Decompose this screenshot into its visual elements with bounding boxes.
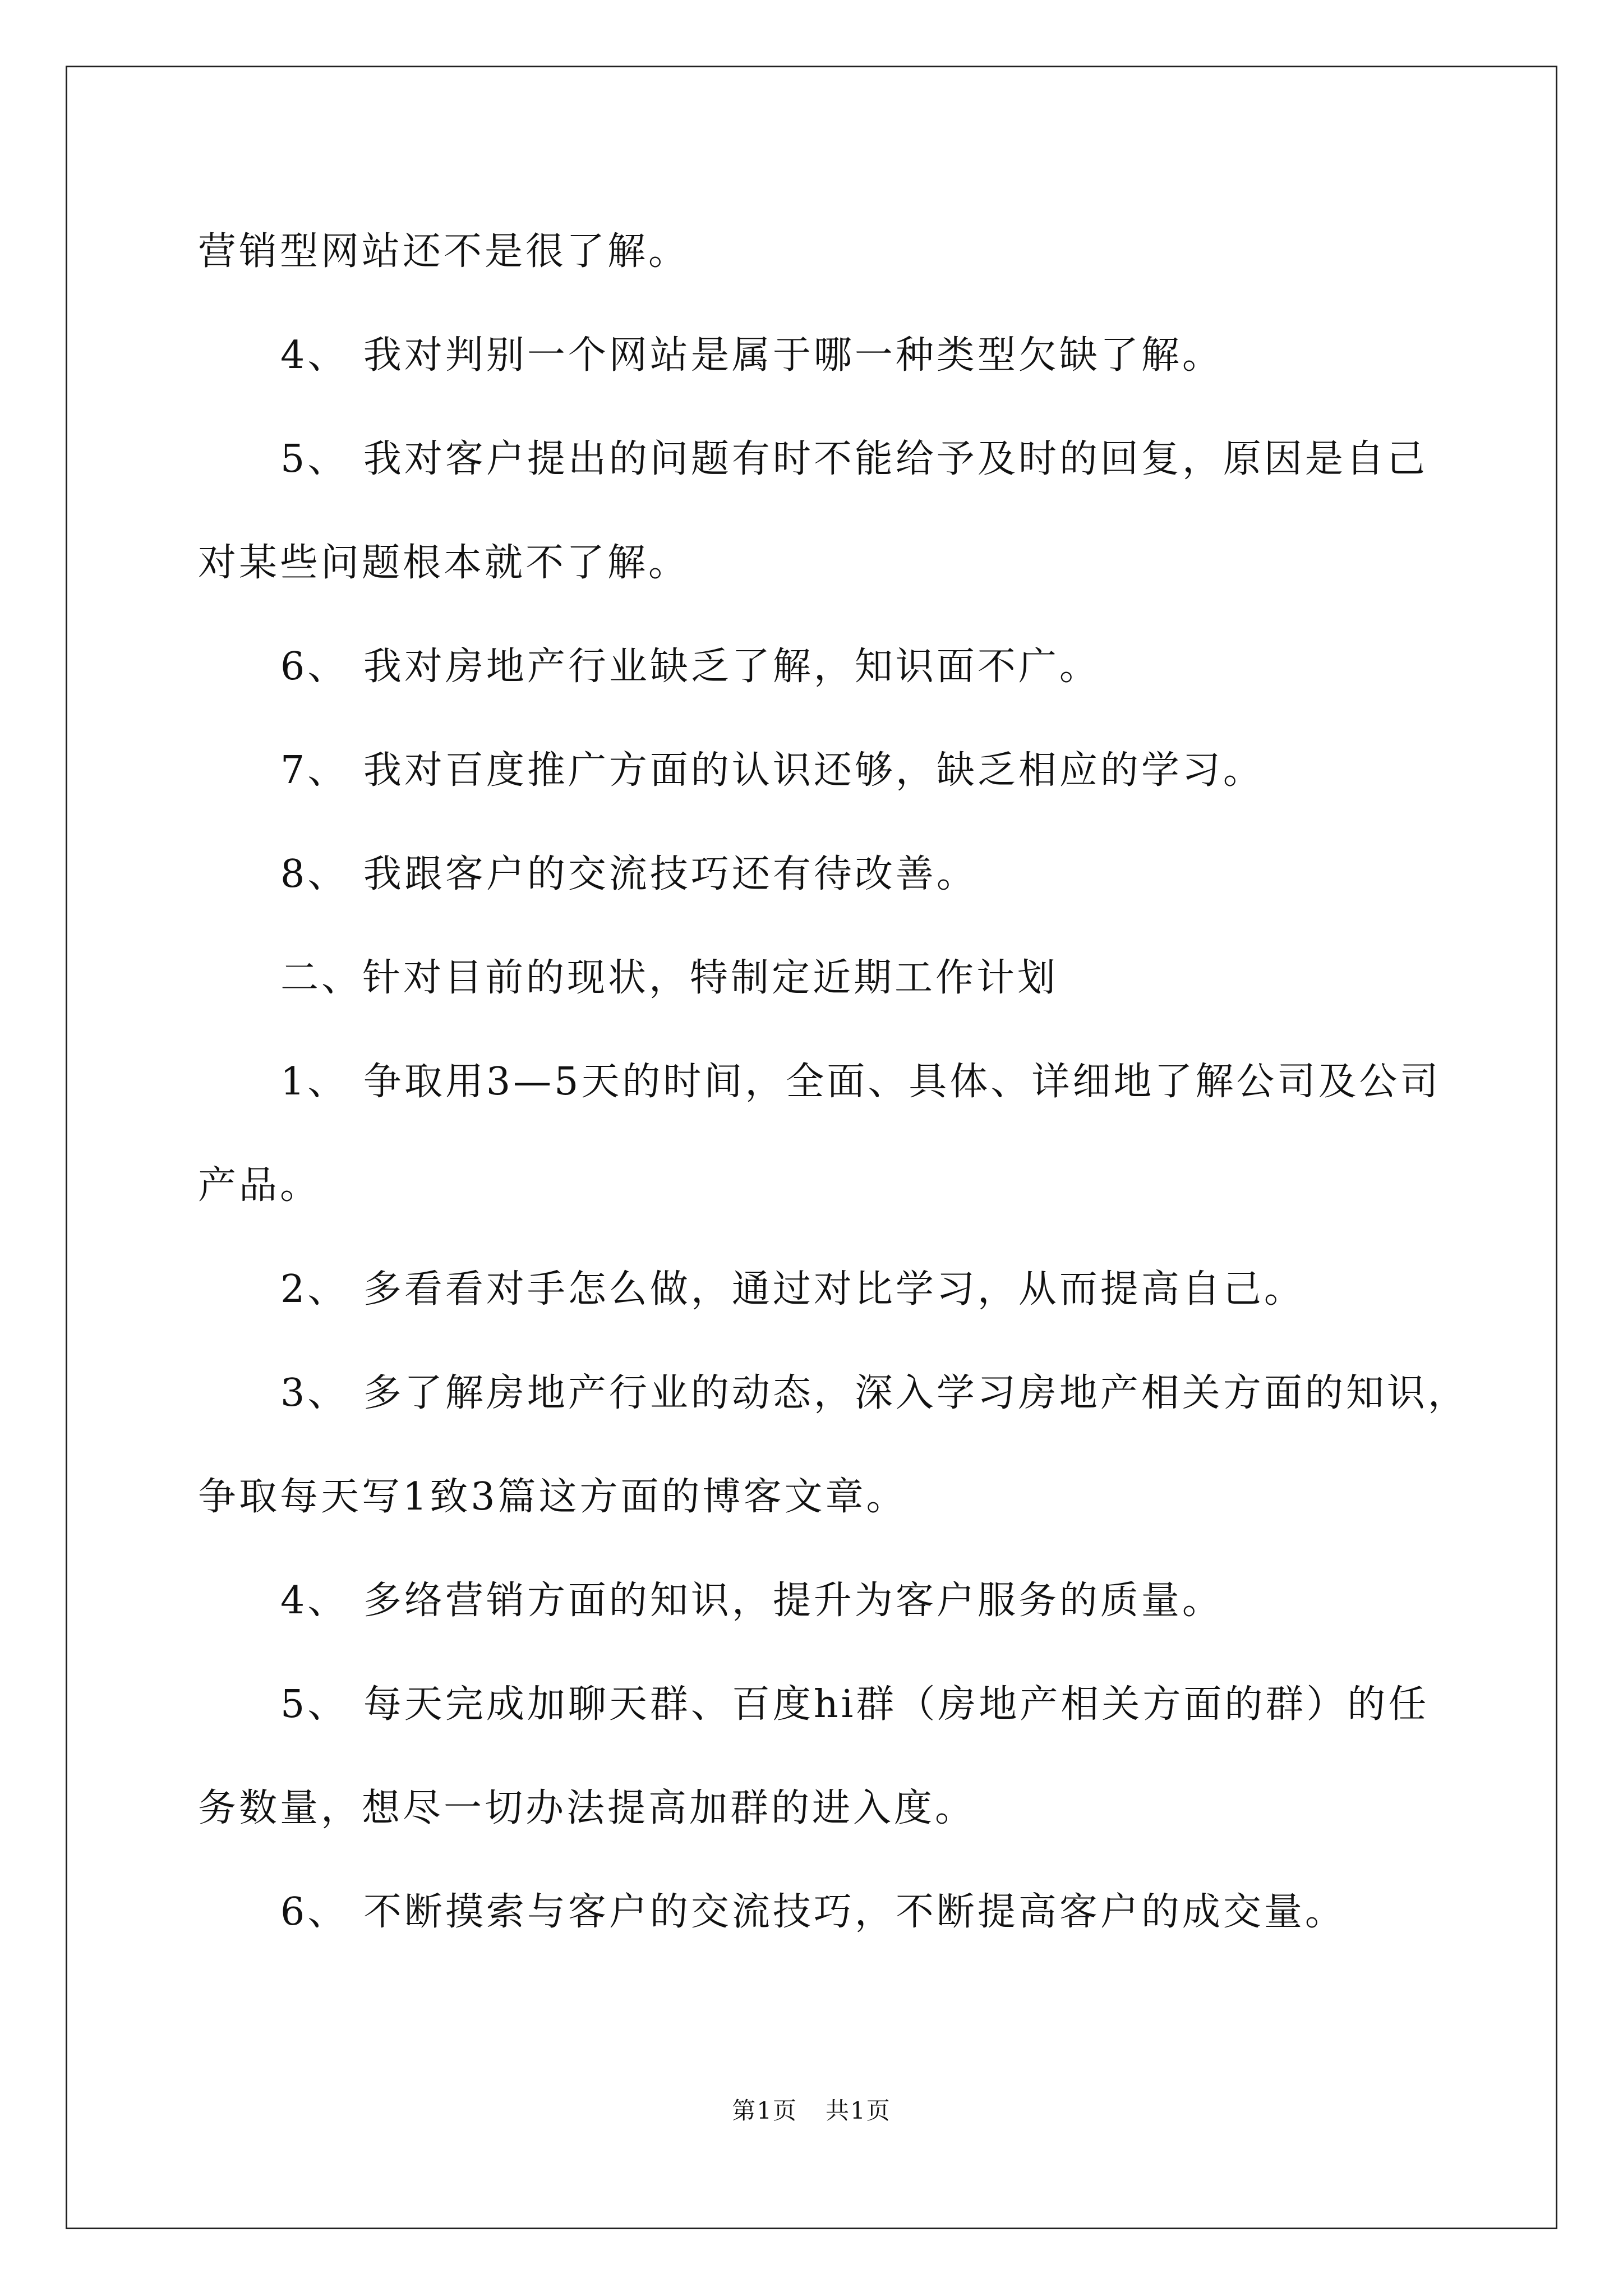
list-item-4: 4、 我对判别一个网站是属于哪一种类型欠缺了解。 [280,333,1223,378]
paragraph-line: 营销型网站还不是很了解。 [198,229,690,274]
paragraph-line: 务数量，想尽一切办法提高加群的进入度。 [198,1786,976,1830]
plan-item-3: 3、 多了解房地产行业的动态，深入学习房地产相关方面的知识， [280,1371,1469,1415]
plan-item-2: 2、 多看看对手怎么做，通过对比学习，从而提高自己。 [280,1267,1305,1312]
paragraph-line: 对某些问题根本就不了解。 [198,541,690,585]
list-item-7: 7、 我对百度推广方面的认识还够，缺乏相应的学习。 [280,748,1264,793]
list-item-6: 6、 我对房地产行业缺乏了解，知识面不广。 [280,645,1100,689]
page-total: 共1页 [826,2097,891,2124]
plan-item-6: 6、 不断摸索与客户的交流技巧，不断提高客户的成交量。 [280,1890,1346,1934]
page-footer [0,2099,1623,2123]
paragraph-line: 产品。 [198,1163,321,1208]
list-item-8: 8、 我跟客户的交流技巧还有待改善。 [280,852,978,896]
plan-item-1: 1、 争取用3—5天的时间，全面、具体、详细地了解公司及公司 [280,1060,1441,1104]
section-heading: 二、针对目前的现状，特制定近期工作计划 [280,956,1059,1000]
paragraph-line: 争取每天写1致3篇这方面的博客文章。 [198,1475,907,1519]
plan-item-4: 4、 多络营销方面的知识，提升为客户服务的质量。 [280,1579,1223,1623]
plan-item-5: 5、 每天完成加聊天群、百度hi群（房地产相关方面的群）的任 [280,1682,1430,1727]
page-number: 第1页 [732,2097,797,2124]
list-item-5: 5、 我对客户提出的问题有时不能给予及时的回复，原因是自己 [280,437,1428,481]
